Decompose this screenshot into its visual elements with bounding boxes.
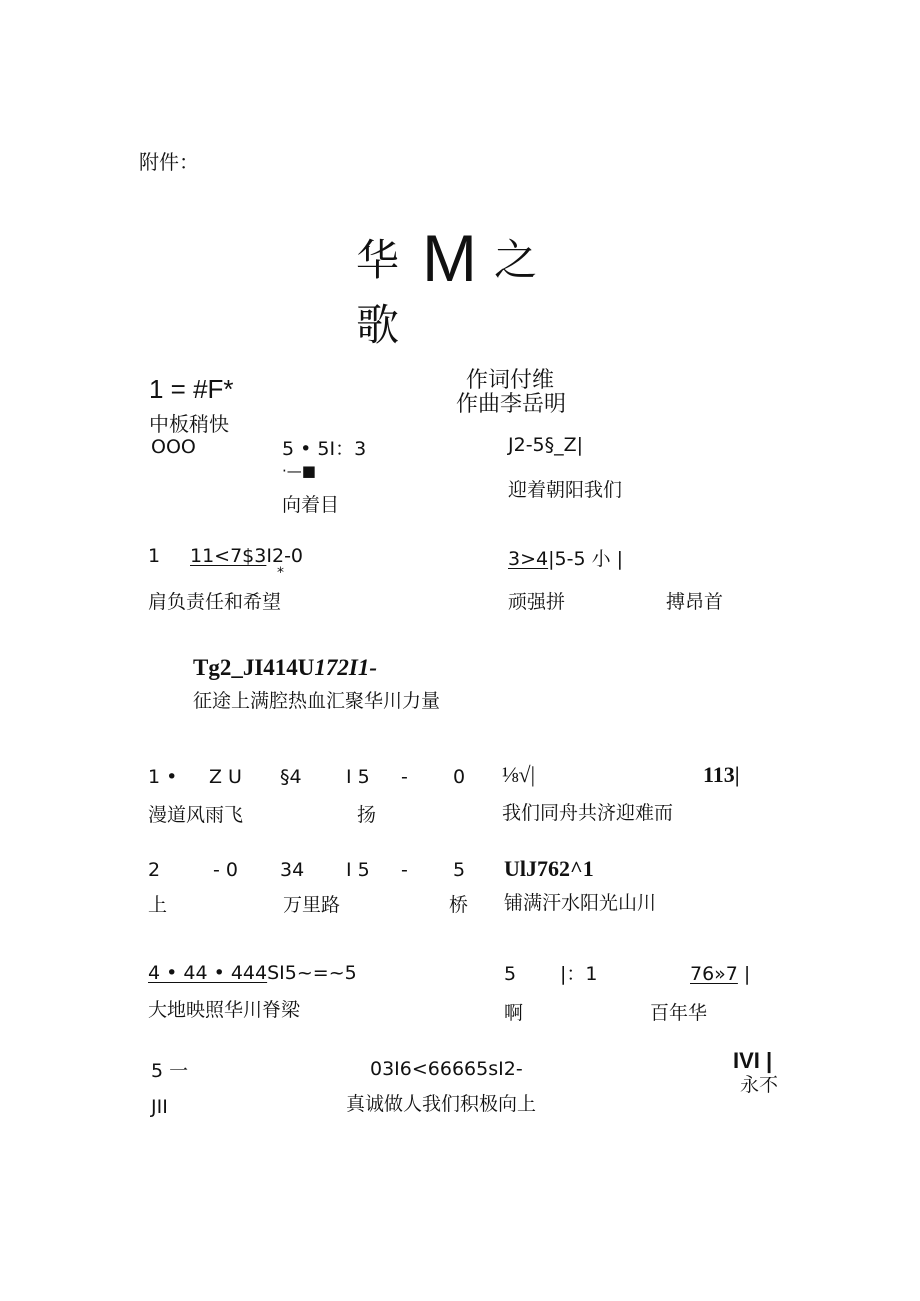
lyrics-r7-c: 永不 bbox=[740, 1074, 779, 1096]
notation-r5-g: UlJ762^1 bbox=[504, 856, 594, 881]
notation-r5-a: 2 bbox=[148, 859, 161, 881]
lyrics-r1-c: 迎着朝阳我们 bbox=[508, 479, 623, 501]
notation-r2-a: 1 bbox=[148, 545, 161, 567]
lyrics-r3: 征途上满腔热血汇聚华川力量 bbox=[193, 690, 441, 712]
lyrics-r5-b: 万里路 bbox=[283, 894, 341, 916]
notation-r5-c: 34 bbox=[280, 859, 305, 881]
notation-r1-a: OOO bbox=[151, 436, 196, 458]
lyrics-r5-a: 上 bbox=[148, 894, 168, 916]
notation-r3-italic: 172I1- bbox=[314, 655, 378, 680]
notation-r1-b-marks: ·—■ bbox=[282, 462, 316, 480]
lyrics-r6-c: 百年华 bbox=[650, 1002, 708, 1024]
lyrics-r2-c: 顽强拼 bbox=[508, 591, 566, 613]
notation-r4-h: 113| bbox=[703, 762, 740, 787]
lyrics-r7-a: JII bbox=[151, 1096, 168, 1118]
lyrics-r4-c: 我们同舟共济迎难而 bbox=[502, 802, 674, 824]
notation-r5-b: - 0 bbox=[213, 859, 238, 881]
lyrics-r6-b: 啊 bbox=[504, 1002, 524, 1024]
notation-r5-f: 5 bbox=[453, 859, 466, 881]
notation-r4-a: 1 • bbox=[148, 766, 178, 788]
notation-r4-d: I 5 bbox=[346, 766, 370, 788]
lyrics-r2-a: 肩负责任和希望 bbox=[148, 591, 282, 613]
notation-r2-c-underlined: 3>4 bbox=[508, 548, 549, 570]
lyrics-r1-b: 向着目 bbox=[282, 494, 340, 516]
notation-r6-a bbox=[148, 964, 357, 983]
lyrics-r7-b: 真诚做人我们积极向上 bbox=[346, 1093, 537, 1115]
key-signature: 1 = #F* bbox=[149, 374, 234, 404]
lyrics-r2-d: 搏昂首 bbox=[666, 591, 724, 613]
attachment-label: 附件： bbox=[139, 150, 199, 174]
notation-r6-d-underlined: 76»7 bbox=[690, 963, 738, 985]
notation-r6-d bbox=[690, 965, 750, 984]
notation-r6-a-rest: SI5~=~5 bbox=[267, 962, 357, 984]
notation-r3 bbox=[193, 656, 377, 679]
title-char-ge: 歌 bbox=[356, 301, 399, 351]
notation-r7-a: 5 一 bbox=[151, 1060, 189, 1082]
notation-r4-g: ⅛√| bbox=[502, 762, 535, 787]
lyrics-r4-a: 漫道风雨飞 bbox=[148, 804, 244, 826]
title-char-hua: 华 bbox=[356, 236, 399, 286]
notation-r3-main: Tg2_JI414U bbox=[193, 655, 315, 680]
notation-r6-a-underlined: 4 • 44 • 444 bbox=[148, 962, 268, 984]
lyricist-credit: 作词付维 bbox=[466, 368, 555, 393]
lyrics-r6-a: 大地映照华川脊梁 bbox=[148, 999, 301, 1021]
notation-r2-c bbox=[508, 550, 623, 569]
notation-r6-b: 5 bbox=[504, 963, 517, 985]
notation-r1-c: J2-5§_Z| bbox=[508, 434, 584, 456]
notation-r4-b: Z U bbox=[209, 766, 242, 788]
notation-r5-d: I 5 bbox=[346, 859, 370, 881]
title-char-m: M bbox=[422, 221, 477, 295]
notation-r2-b bbox=[190, 547, 303, 566]
notation-r7-c: IVI | bbox=[733, 1048, 773, 1073]
notation-r4-f: 0 bbox=[453, 766, 466, 788]
lyrics-r5-c: 桥 bbox=[449, 894, 469, 916]
notation-r2-b-rest: I2-0 bbox=[266, 545, 304, 567]
notation-r2-c-rest: |5-5 小 | bbox=[548, 548, 624, 570]
notation-r4-c: §4 bbox=[280, 766, 302, 788]
notation-r1-b: 5 • 5I：3 bbox=[282, 438, 367, 460]
notation-r4-e: - bbox=[401, 766, 408, 788]
notation-r6-d-rest: | bbox=[737, 963, 751, 985]
lyrics-r5-d: 铺满汗水阳光山川 bbox=[504, 892, 657, 914]
lyrics-r4-b: 扬 bbox=[357, 804, 377, 826]
notation-r6-c: |：1 bbox=[560, 963, 598, 985]
title-char-zhi: 之 bbox=[494, 236, 537, 286]
notation-r7-b: 03I6<66665sI2- bbox=[370, 1058, 523, 1080]
notation-r2-star: * bbox=[277, 565, 284, 581]
composer-credit: 作曲李岳明 bbox=[456, 392, 567, 417]
notation-r5-e: - bbox=[401, 859, 408, 881]
tempo-marking: 中板稍快 bbox=[149, 412, 229, 436]
notation-r2-b-underlined: 11<7$3 bbox=[190, 545, 267, 567]
